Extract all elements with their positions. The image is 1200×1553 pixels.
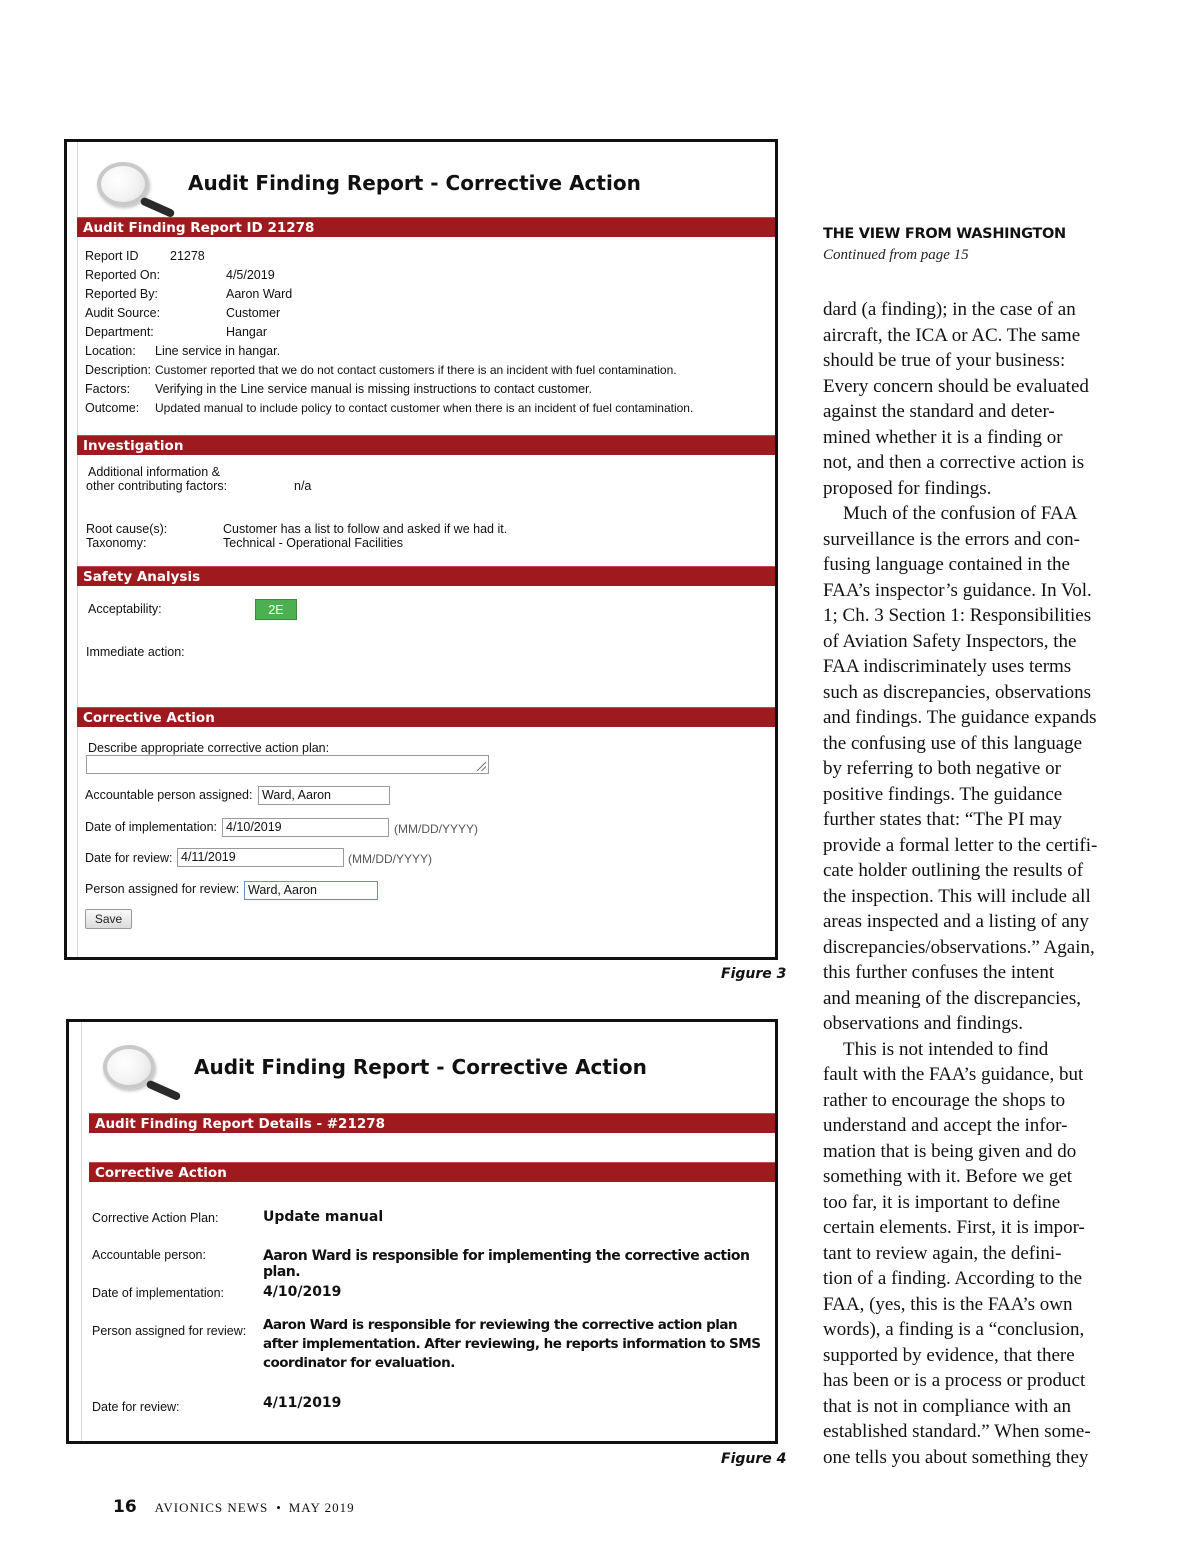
root-cause-value: Customer has a list to follow and asked if we had it. (223, 522, 508, 536)
reported-on-value: 4/5/2019 (226, 268, 275, 282)
taxonomy-value: Technical - Operational Facilities (223, 536, 403, 550)
column-text-line: aircraft, the ICA or AC. The same (823, 324, 1081, 346)
column-text-line: fault with the FAA’s guidance, but (823, 1064, 1084, 1085)
additional-info-value: n/a (294, 479, 312, 493)
column-body (823, 297, 1113, 1470)
date-review-label: Date for review: (92, 1400, 180, 1414)
column-text-line: fusing language contained in the (823, 554, 1070, 575)
column-text-line: and meaning of the discrepancies, (823, 987, 1081, 1009)
reported-by-value: Aaron Ward (226, 287, 293, 301)
column-text-line: that is not in compliance with an (823, 1395, 1072, 1417)
column-text-line: has been or is a process or product (823, 1370, 1086, 1391)
column-text-line: supported by evidence, that there (823, 1344, 1075, 1366)
person-review-label: Person assigned for review: (92, 1324, 247, 1338)
column-text-line: cate holder outlining the results of (823, 860, 1084, 881)
column-text-line: something with it. Before we get (823, 1166, 1073, 1187)
date-implementation-format-hint: (MM/DD/YYYY) (394, 822, 478, 836)
column-text-line: further states that: “The PI may (823, 809, 1063, 830)
description-value: Customer reported that we do not contact customers if there is an incident with fuel contamination. (155, 363, 677, 377)
section-band-corrective-action: Corrective Action (89, 1162, 775, 1182)
column-text-line: established standard.” When some- (823, 1421, 1091, 1442)
contributing-factors-label: other contributing factors: (86, 479, 228, 493)
outcome-label: Outcome: (85, 401, 140, 415)
date-review-value: 4/11/2019 (263, 1395, 342, 1411)
column-subheading: Continued from page 15 (823, 247, 969, 263)
accountable-value: Aaron Ward is responsible for implementing the corrective action plan. (263, 1248, 750, 1280)
column-text-line: positive findings. The guidance (823, 783, 1063, 805)
column-text-line: this further confuses the intent (823, 962, 1055, 983)
root-cause-label: Root cause(s): (86, 522, 168, 536)
column-text-line: Every concern should be evaluated (823, 375, 1089, 397)
column-text-line: observations and findings. (823, 1013, 1024, 1034)
column-heading: THE VIEW FROM WASHINGTON (823, 226, 1066, 242)
column-text-line: too far, it is important to define (823, 1191, 1061, 1213)
column-text-line: This is not intended to find (843, 1038, 1049, 1060)
column-text-line: such as discrepancies, observations (823, 681, 1092, 703)
department-label: Department: (85, 325, 154, 339)
date-review-input[interactable]: 4/11/2019 (177, 848, 344, 867)
column-text-line: understand and accept the infor- (823, 1115, 1068, 1136)
column-text-line: by referring to both negative or (823, 758, 1061, 779)
column-text-line: mation that is being given and do (823, 1140, 1077, 1162)
report-id-value: 21278 (170, 249, 205, 263)
column-text-line: FAA indiscriminately uses terms (823, 656, 1072, 677)
column-text-line: the confusing use of this language (823, 732, 1083, 754)
person-review-input[interactable]: Ward, Aaron (244, 881, 378, 900)
outcome-value: Updated manual to include policy to contact customer when there is an incident of fuel contamination. (155, 401, 694, 415)
column-text-line: the inspection. This will include all (823, 885, 1091, 907)
additional-info-label: Additional information & (88, 465, 221, 479)
column-text-line: should be true of your business: (823, 350, 1066, 371)
column-text-line: against the standard and deter- (823, 401, 1055, 422)
reported-by-label: Reported By: (85, 287, 158, 301)
date-review-label: Date for review: (85, 851, 173, 865)
report-id-label: Report ID (85, 249, 139, 263)
acceptability-label: Acceptability: (88, 602, 162, 616)
column-text-line: of Aviation Safety Inspectors, the (823, 630, 1077, 652)
column-text-line: certain elements. First, it is impor- (823, 1217, 1085, 1238)
resize-grip-icon[interactable] (477, 762, 486, 771)
person-review-label: Person assigned for review: (85, 882, 240, 896)
department-value: Hangar (226, 325, 267, 339)
accountable-label: Accountable person assigned: (85, 788, 253, 802)
section-band-investigation: Investigation (77, 435, 775, 455)
page-number: 16 (113, 1497, 137, 1517)
column-text-line: not, and then a corrective action is (823, 452, 1085, 473)
figure-3-screenshot (64, 139, 778, 960)
column-text-line: tant to review again, the defini- (823, 1242, 1062, 1264)
section-band-safety-analysis: Safety Analysis (77, 566, 775, 586)
column-text-line: Much of the confusion of FAA (843, 503, 1078, 524)
column-text-line: 1; Ch. 3 Section 1: Responsibilities (823, 605, 1092, 626)
audit-source-value: Customer (226, 306, 281, 320)
column-text-line: words), a finding is a “conclusion, (823, 1319, 1085, 1340)
person-review-value: Aaron Ward is responsible for reviewing the corrective action plan after implementation. After reviewing, he reports information to SMS coordinator for evaluation. (263, 1317, 761, 1371)
figure-4-panel (81, 1022, 775, 1441)
footer-separator: • (276, 1500, 281, 1515)
column-text-line: FAA’s inspector’s guidance. In Vol. (823, 579, 1092, 601)
description-label: Description: (85, 363, 151, 377)
plan-value: Update manual (263, 1209, 384, 1225)
column-text-line: provide a formal letter to the certifi- (823, 834, 1098, 856)
section-band-corrective-action: Corrective Action (77, 707, 775, 727)
column-text-line: FAA, (yes, this is the FAA’s own (823, 1293, 1073, 1315)
location-label: Location: (85, 344, 136, 358)
column-text-line: one tells you about something they (823, 1446, 1089, 1468)
accountable-label: Accountable person: (92, 1248, 206, 1262)
report-title: Audit Finding Report - Corrective Action (194, 1055, 647, 1079)
reported-on-label: Reported On: (85, 268, 161, 282)
issue-date: MAY 2019 (288, 1500, 355, 1515)
section-band-report-id: Audit Finding Report ID 21278 (77, 217, 775, 237)
plan-label: Corrective Action Plan: (92, 1211, 219, 1225)
taxonomy-label: Taxonomy: (86, 536, 147, 550)
date-implementation-value: 4/10/2019 (263, 1284, 342, 1300)
column-text-line: tion of a finding. According to the (823, 1268, 1083, 1289)
report-title: Audit Finding Report - Corrective Action (188, 171, 641, 195)
acceptability-badge: 2E (255, 599, 297, 620)
accountable-input[interactable]: Ward, Aaron (258, 786, 390, 805)
date-implementation-label: Date of implementation: (85, 820, 218, 834)
figure-4-caption: Figure 4 (721, 1451, 787, 1467)
date-review-format-hint: (MM/DD/YYYY) (348, 852, 432, 866)
column-text-line: and findings. The guidance expands (823, 707, 1097, 728)
column-text-line: mined whether it is a finding or (823, 426, 1063, 448)
column-text-line: areas inspected and a listing of any (823, 911, 1089, 932)
column-text-line: surveillance is the errors and con- (823, 528, 1080, 550)
column-text-line: rather to encourage the shops to (823, 1089, 1066, 1111)
column-text-line: discrepancies/observations.” Again, (823, 936, 1095, 958)
figure-3-caption: Figure 3 (721, 966, 787, 982)
plan-textarea[interactable] (86, 755, 489, 774)
date-implementation-input[interactable]: 4/10/2019 (222, 818, 389, 837)
figure-4-screenshot (66, 1019, 778, 1444)
column-text-line: dard (a finding); in the case of an (823, 299, 1076, 320)
column-text-line: proposed for findings. (823, 477, 992, 499)
page-footer (113, 1497, 355, 1517)
factors-label: Factors: (85, 382, 131, 396)
publication-name: AVIONICS NEWS (154, 1500, 269, 1515)
factors-value: Verifying in the Line service manual is missing instructions to contact customer. (155, 382, 593, 396)
plan-label: Describe appropriate corrective action plan: (88, 741, 330, 755)
date-implementation-label: Date of implementation: (92, 1286, 225, 1300)
section-band-report-details: Audit Finding Report Details - #21278 (89, 1113, 775, 1133)
location-value: Line service in hangar. (155, 344, 281, 358)
save-button[interactable]: Save (85, 909, 132, 929)
audit-source-label: Audit Source: (85, 306, 161, 320)
immediate-action-label: Immediate action: (86, 645, 185, 659)
